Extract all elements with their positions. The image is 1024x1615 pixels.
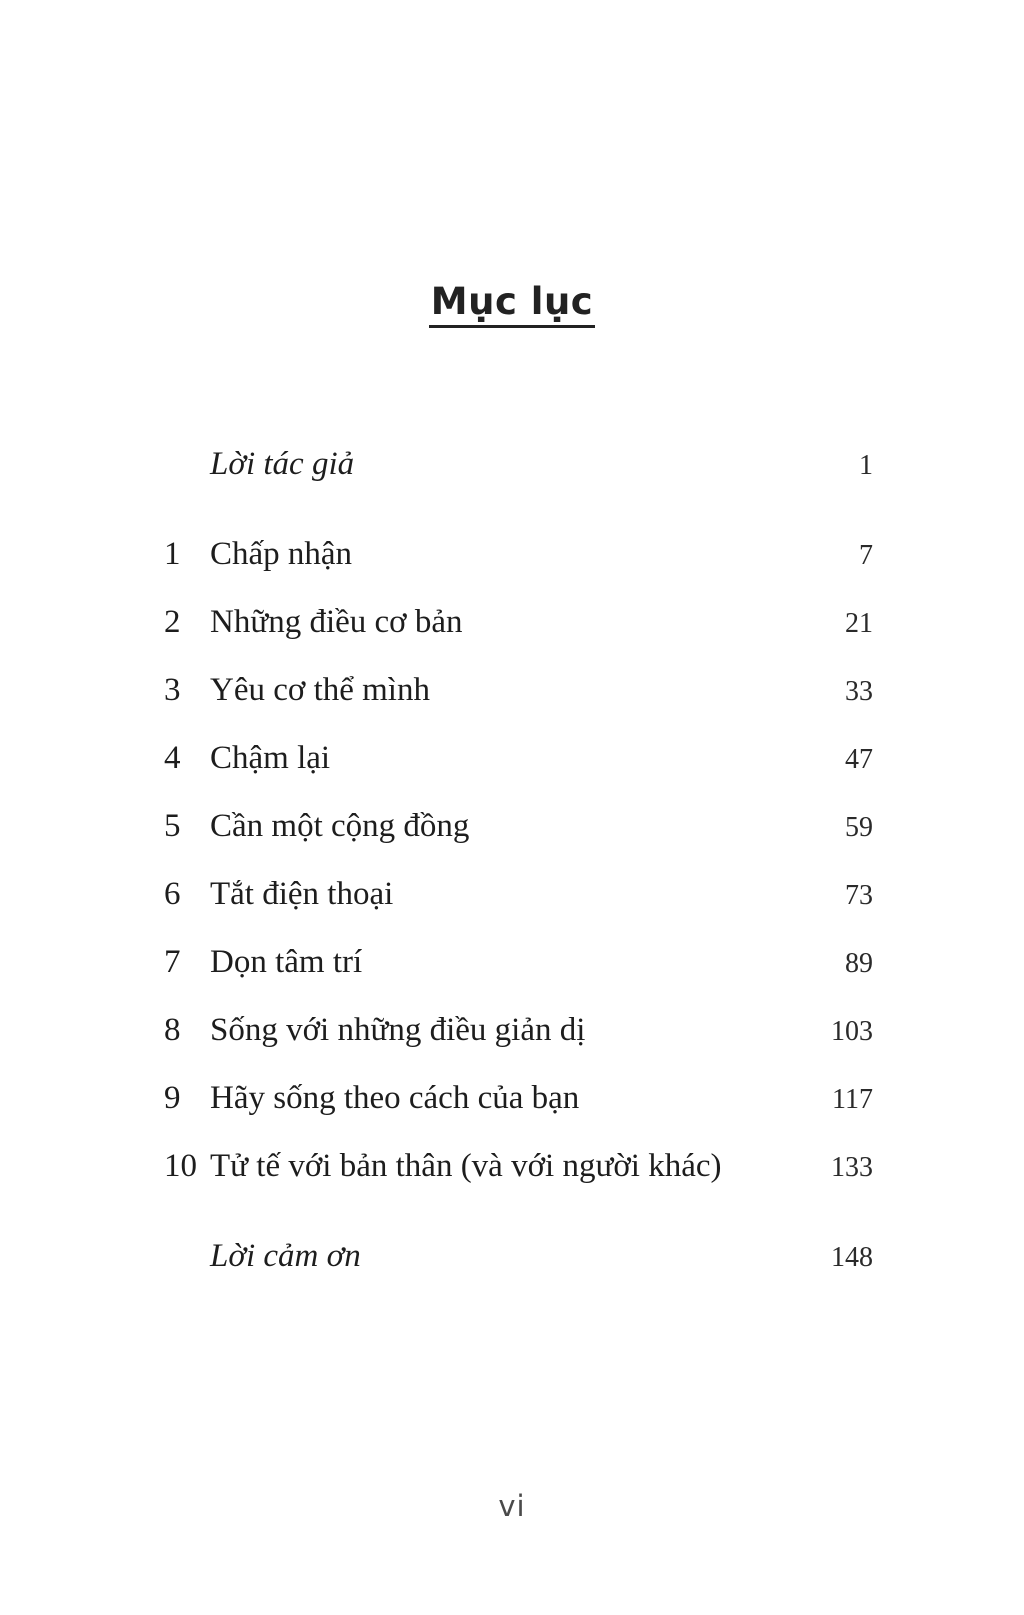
entry-title: Hãy sống theo cách của bạn — [210, 1080, 580, 1116]
toc-entry-chapter-9 — [164, 1082, 873, 1150]
toc-entry-chapter-6 — [164, 878, 873, 946]
chapter-number: 1 — [164, 536, 181, 572]
entry-title: Những điều cơ bản — [210, 604, 463, 640]
entry-title: Lời tác giả — [210, 446, 355, 482]
toc-entry-chapter-1 — [164, 538, 873, 606]
folio-page-number: vi — [498, 1489, 526, 1523]
entry-page-number: 47 — [845, 744, 873, 775]
entry-title: Dọn tâm trí — [210, 944, 363, 980]
entry-page-number: 59 — [845, 812, 873, 843]
chapter-number: 6 — [164, 876, 181, 912]
page-title: Mục lục — [429, 279, 595, 328]
chapter-number: 9 — [164, 1080, 181, 1116]
entry-page-number: 1 — [859, 450, 873, 481]
chapter-number: 2 — [164, 604, 181, 640]
entry-page-number: 133 — [831, 1152, 873, 1183]
entry-title: Lời cảm ơn — [210, 1238, 361, 1274]
toc-entry-chapter-3 — [164, 674, 873, 742]
toc-entry-chapter-5 — [164, 810, 873, 878]
toc-entry-chapter-10 — [164, 1150, 873, 1218]
entry-page-number: 21 — [845, 608, 873, 639]
chapter-number: 8 — [164, 1012, 181, 1048]
entry-title: Sống với những điều giản dị — [210, 1012, 586, 1048]
entry-page-number: 148 — [831, 1242, 873, 1273]
entry-title: Tử tế với bản thân (và với người khác) — [210, 1148, 722, 1184]
entry-title: Cần một cộng đồng — [210, 808, 470, 844]
chapter-number: 10 — [164, 1148, 197, 1184]
entry-page-number: 33 — [845, 676, 873, 707]
toc-entry-acknowledgements — [164, 1240, 873, 1308]
entry-page-number: 117 — [832, 1084, 873, 1115]
toc-entry-chapter-4 — [164, 742, 873, 810]
entry-page-number: 7 — [859, 540, 873, 571]
entry-page-number: 73 — [845, 880, 873, 911]
entry-title: Chấp nhận — [210, 536, 353, 572]
entry-page-number: 103 — [831, 1016, 873, 1047]
chapter-number: 5 — [164, 808, 181, 844]
table-of-contents — [164, 448, 873, 1308]
toc-entry-chapter-8 — [164, 1014, 873, 1082]
entry-title: Tắt điện thoại — [210, 876, 394, 912]
entry-page-number: 89 — [845, 948, 873, 979]
chapter-number: 4 — [164, 740, 181, 776]
entry-title: Chậm lại — [210, 740, 331, 776]
chapter-number: 3 — [164, 672, 181, 708]
toc-entry-author-note — [164, 448, 873, 516]
chapter-number: 7 — [164, 944, 181, 980]
toc-entry-chapter-7 — [164, 946, 873, 1014]
toc-entry-chapter-2 — [164, 606, 873, 674]
page-title-wrap — [0, 279, 1024, 328]
entry-title: Yêu cơ thể mình — [210, 672, 430, 708]
